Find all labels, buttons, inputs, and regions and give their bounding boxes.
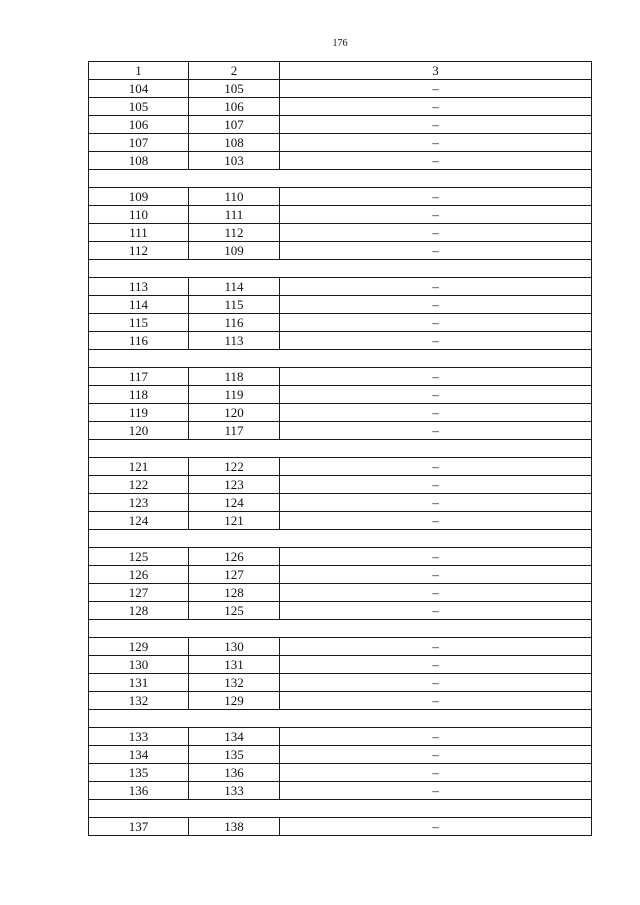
table-cell-col-2: 129: [189, 692, 280, 710]
table-cell-col-1: 129: [89, 638, 189, 656]
table-row: [89, 674, 592, 692]
table-cell-col-1: 136: [89, 782, 189, 800]
table-row: [89, 224, 592, 242]
table-cell-col-2: 110: [189, 188, 280, 206]
table-cell-col-3: –: [280, 674, 592, 692]
table-row: [89, 278, 592, 296]
table-row: [89, 134, 592, 152]
table-header-row: [89, 62, 592, 80]
table-cell-col-3: –: [280, 476, 592, 494]
table-cell-col-1: 112: [89, 242, 189, 260]
table-row: [89, 476, 592, 494]
table-row: [89, 98, 592, 116]
table-cell-col-2: 130: [189, 638, 280, 656]
table-cell-col-3: –: [280, 728, 592, 746]
table-row: [89, 404, 592, 422]
table-cell-col-2: 128: [189, 584, 280, 602]
group-separator-row: [89, 800, 592, 818]
table-cell-col-1: 111: [89, 224, 189, 242]
group-separator-row: [89, 620, 592, 638]
table-row: [89, 242, 592, 260]
table-cell-col-3: –: [280, 746, 592, 764]
group-separator-row: [89, 710, 592, 728]
table-cell-col-2: 136: [189, 764, 280, 782]
table-cell-col-3: –: [280, 386, 592, 404]
table-row: [89, 548, 592, 566]
table-row: [89, 80, 592, 98]
table-cell-col-2: 106: [189, 98, 280, 116]
table-cell-col-3: –: [280, 152, 592, 170]
table-cell-col-2: 119: [189, 386, 280, 404]
group-separator-row: [89, 530, 592, 548]
table-cell-col-1: 127: [89, 584, 189, 602]
table-cell-col-3: –: [280, 692, 592, 710]
table-cell-col-3: –: [280, 206, 592, 224]
table-row: [89, 746, 592, 764]
table-cell-col-2: 111: [189, 206, 280, 224]
separator-cell: [89, 440, 592, 458]
table-cell-col-2: 109: [189, 242, 280, 260]
table-cell-col-1: 132: [89, 692, 189, 710]
group-separator-row: [89, 260, 592, 278]
table-cell-col-3: –: [280, 656, 592, 674]
table-row: [89, 116, 592, 134]
group-separator-row: [89, 170, 592, 188]
table-body: [89, 80, 592, 836]
table-cell-col-3: –: [280, 242, 592, 260]
table-cell-col-2: 132: [189, 674, 280, 692]
table-cell-col-1: 114: [89, 296, 189, 314]
table-cell-col-3: –: [280, 566, 592, 584]
table-cell-col-1: 135: [89, 764, 189, 782]
table-row: [89, 782, 592, 800]
table-cell-col-3: –: [280, 332, 592, 350]
table-row: [89, 206, 592, 224]
table-cell-col-1: 126: [89, 566, 189, 584]
table-cell-col-3: –: [280, 494, 592, 512]
table-cell-col-2: 113: [189, 332, 280, 350]
table-cell-col-3: –: [280, 512, 592, 530]
table-cell-col-1: 105: [89, 98, 189, 116]
table-row: [89, 386, 592, 404]
table-cell-col-1: 134: [89, 746, 189, 764]
table-cell-col-3: –: [280, 584, 592, 602]
table-row: [89, 494, 592, 512]
table-row: [89, 566, 592, 584]
table-cell-col-2: 122: [189, 458, 280, 476]
separator-cell: [89, 260, 592, 278]
page-number: 176: [332, 38, 348, 49]
table-cell-col-2: 126: [189, 548, 280, 566]
table-cell-col-2: 120: [189, 404, 280, 422]
table-cell-col-3: –: [280, 296, 592, 314]
table-cell-col-3: –: [280, 818, 592, 836]
separator-cell: [89, 530, 592, 548]
column-header-2: 2: [189, 62, 280, 80]
table-cell-col-1: 118: [89, 386, 189, 404]
table-cell-col-3: –: [280, 188, 592, 206]
table-cell-col-1: 121: [89, 458, 189, 476]
table-cell-col-1: 108: [89, 152, 189, 170]
table-cell-col-1: 104: [89, 80, 189, 98]
table-cell-col-2: 117: [189, 422, 280, 440]
separator-cell: [89, 710, 592, 728]
table-row: [89, 602, 592, 620]
table-cell-col-1: 122: [89, 476, 189, 494]
table-row: [89, 332, 592, 350]
column-header-3: 3: [280, 62, 592, 80]
separator-cell: [89, 620, 592, 638]
table-cell-col-1: 123: [89, 494, 189, 512]
table-cell-col-3: –: [280, 548, 592, 566]
table-cell-col-2: 108: [189, 134, 280, 152]
table-cell-col-1: 130: [89, 656, 189, 674]
separator-cell: [89, 170, 592, 188]
table-cell-col-2: 131: [189, 656, 280, 674]
table-cell-col-1: 119: [89, 404, 189, 422]
table-cell-col-3: –: [280, 224, 592, 242]
table-cell-col-2: 115: [189, 296, 280, 314]
table-cell-col-3: –: [280, 116, 592, 134]
table-cell-col-1: 128: [89, 602, 189, 620]
table-cell-col-1: 115: [89, 314, 189, 332]
table-cell-col-3: –: [280, 134, 592, 152]
table-cell-col-2: 114: [189, 278, 280, 296]
table-cell-col-3: –: [280, 638, 592, 656]
table-cell-col-2: 103: [189, 152, 280, 170]
table-cell-col-1: 109: [89, 188, 189, 206]
table-cell-col-1: 125: [89, 548, 189, 566]
table-cell-col-2: 123: [189, 476, 280, 494]
table-cell-col-1: 133: [89, 728, 189, 746]
table-cell-col-3: –: [280, 602, 592, 620]
table-cell-col-2: 124: [189, 494, 280, 512]
table-cell-col-1: 137: [89, 818, 189, 836]
table-cell-col-1: 124: [89, 512, 189, 530]
table-row: [89, 638, 592, 656]
data-table: [88, 61, 592, 836]
table-cell-col-1: 131: [89, 674, 189, 692]
table-row: [89, 764, 592, 782]
table-cell-col-3: –: [280, 278, 592, 296]
table-cell-col-2: 138: [189, 818, 280, 836]
table-row: [89, 458, 592, 476]
group-separator-row: [89, 440, 592, 458]
table-row: [89, 152, 592, 170]
table-cell-col-1: 113: [89, 278, 189, 296]
separator-cell: [89, 800, 592, 818]
table-cell-col-3: –: [280, 80, 592, 98]
table-row: [89, 656, 592, 674]
table-row: [89, 818, 592, 836]
table-row: [89, 296, 592, 314]
table-cell-col-2: 133: [189, 782, 280, 800]
table-cell-col-2: 135: [189, 746, 280, 764]
table-cell-col-1: 116: [89, 332, 189, 350]
table-cell-col-3: –: [280, 782, 592, 800]
separator-cell: [89, 350, 592, 368]
table-cell-col-1: 110: [89, 206, 189, 224]
table-cell-col-2: 107: [189, 116, 280, 134]
table-row: [89, 188, 592, 206]
table-cell-col-3: –: [280, 314, 592, 332]
table-row: [89, 728, 592, 746]
table-cell-col-3: –: [280, 764, 592, 782]
table-row: [89, 368, 592, 386]
table-cell-col-1: 106: [89, 116, 189, 134]
table-cell-col-3: –: [280, 404, 592, 422]
table-cell-col-1: 120: [89, 422, 189, 440]
table-row: [89, 692, 592, 710]
table-cell-col-1: 107: [89, 134, 189, 152]
table-cell-col-2: 121: [189, 512, 280, 530]
table-cell-col-3: –: [280, 98, 592, 116]
table-cell-col-3: –: [280, 458, 592, 476]
table-cell-col-3: –: [280, 368, 592, 386]
group-separator-row: [89, 350, 592, 368]
column-header-1: 1: [89, 62, 189, 80]
table-cell-col-3: –: [280, 422, 592, 440]
table-row: [89, 314, 592, 332]
table-row: [89, 512, 592, 530]
table-cell-col-2: 127: [189, 566, 280, 584]
table-row: [89, 584, 592, 602]
table-cell-col-2: 118: [189, 368, 280, 386]
table-cell-col-1: 117: [89, 368, 189, 386]
table-cell-col-2: 116: [189, 314, 280, 332]
table-cell-col-2: 112: [189, 224, 280, 242]
table-cell-col-2: 105: [189, 80, 280, 98]
table-row: [89, 422, 592, 440]
table-cell-col-2: 125: [189, 602, 280, 620]
table-cell-col-2: 134: [189, 728, 280, 746]
